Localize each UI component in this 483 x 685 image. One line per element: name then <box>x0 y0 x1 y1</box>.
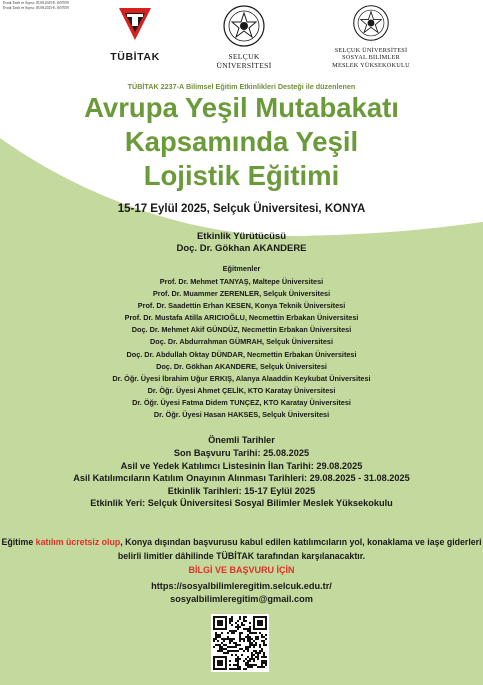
educator-item: Doç. Dr. Gökhan AKANDERE, Selçuk Üniversitesi <box>156 361 327 371</box>
educator-item: Doç. Dr. Abdullah Oktay DÜNDAR, Necmettin Erbakan Üniversitesi <box>126 349 357 359</box>
educator-item: Prof. Dr. Muammer ZERENLER, Selçuk Üniversitesi <box>152 289 331 299</box>
title-line-3: Lojistik Eğitimi <box>143 160 340 191</box>
ssb-seal-icon <box>352 4 390 42</box>
logo-row <box>0 4 483 74</box>
educator-item: Dr. Öğr. Üyesi Fatma Didem TUNÇEZ, KTO Karatay Üniversitesi <box>132 397 351 407</box>
apply-title: BİLGİ VE BAŞVURU İÇİN <box>188 565 295 575</box>
tubitak-emblem-icon <box>115 4 155 44</box>
stamp-line-1: Evrak Tarih ve Sayısı: 05.08.2025-E.1657059 <box>3 1 69 5</box>
event-title <box>0 91 483 193</box>
title-line-1: Avrupa Yeşil Mutabakatı <box>84 92 399 123</box>
date-item: Asil ve Yedek Katılımcı Listesinin İlan Tarihi: 29.08.2025 <box>120 460 363 471</box>
social-sciences-school-logo <box>322 4 420 69</box>
educator-item: Dr. Öğr. Üyesi Ahmet ÇELİK, KTO Karatay Üniversitesi <box>147 385 336 395</box>
educator-item: Dr. Öğr. Üyesi İbrahim Uğur ERKIŞ, Alanya Alaaddin Keykubat Üniversitesi <box>112 373 371 383</box>
educator-item: Prof. Dr. Mustafa Atilla ARICIOĞLU, Necmettin Erbakan Üniversitesi <box>124 313 359 323</box>
educator-item: Prof. Dr. Mehmet TANYAŞ, Maltepe Üniversitesi <box>159 277 324 286</box>
ssb-logo-line-2: SOSYAL BİLİMLER <box>342 54 400 62</box>
selcuk-logo-line-1: SELÇUK <box>228 52 260 61</box>
title-line-2: Kapsamında Yeşil <box>124 126 359 157</box>
educators-title: Eğitmenler <box>222 264 261 273</box>
support-text: TÜBİTAK 2237-A Bilimsel Eğitim Etkinlikleri Desteği ile düzenlenen <box>127 82 356 91</box>
date-item: Etkinlik Tarihleri: 15-17 Eylül 2025 <box>167 485 316 496</box>
qr-code[interactable] <box>211 614 269 672</box>
educator-item: Doç. Dr. Abdurrahman GÜMRAH, Selçuk Üniversitesi <box>149 337 333 347</box>
date-item: Etkinlik Yeri: Selçuk Üniversitesi Sosyal Bilimler Meslek Yüksekokulu <box>90 498 393 508</box>
ssb-logo-line-3: MESLEK YÜKSEKOKULU <box>332 61 410 69</box>
educator-item: Dr. Öğr. Üyesi Hasan HAKSES, Selçuk Üniversitesi <box>153 410 330 420</box>
free-participation-highlight: katılım ücretsiz olup <box>35 537 121 547</box>
tubitak-logo-text: TÜBİTAK <box>110 51 160 63</box>
date-item: Asil Katılımcıların Katılım Onayının Alınması Tarihleri: 29.08.2025 - 31.08.2025 <box>73 473 410 483</box>
executive-name: Doç. Dr. Gökhan AKANDERE <box>176 243 307 254</box>
important-dates-list <box>0 447 483 510</box>
executive-label: Etkinlik Yürütücüsü <box>196 231 287 242</box>
apply-email-link[interactable]: sosyalbilimleregitim@gmail.com <box>170 594 313 604</box>
selcuk-seal-icon <box>222 4 266 48</box>
info-prefix: Eğitime <box>1 537 36 547</box>
apply-contacts <box>0 580 483 606</box>
important-dates-title: Önemli Tarihler <box>208 435 275 445</box>
selcuk-university-logo <box>214 4 274 70</box>
apply-url-link[interactable]: https://sosyalbilimleregitim.selcuk.edu.tr/ <box>151 581 332 591</box>
participation-info <box>0 536 483 563</box>
ssb-logo-line-1: SELÇUK ÜNİVERSİTESİ <box>334 47 408 54</box>
educator-item: Doç. Dr. Mehmet Akif GÜNDÜZ, Necmettin Erbakan Üniversitesi <box>131 325 352 335</box>
date-item: Son Başvuru Tarihi: 25.08.2025 <box>173 448 310 458</box>
selcuk-logo-line-2: ÜNİVERSİTESİ <box>216 60 272 70</box>
info-rest: , Konya dışından başvurusu kabul edilen katılımcıların yol, konaklama ve iaşe giderleri belirli limitler dâhilinde TÜBİTAK tarafından karşılanacaktır. <box>117 537 482 561</box>
date-location: 15-17 Eylül 2025, Selçuk Üniversitesi, KONYA <box>117 203 366 215</box>
tubitak-logo <box>108 4 162 63</box>
educator-item: Prof. Dr. Saadettin Erhan KESEN, Konya Teknik Üniversitesi <box>137 301 346 311</box>
stamp-line-2: Evrak Tarih ve Sayısı: 05.08.2025-E.1657059 <box>3 6 69 10</box>
educators-list <box>0 276 483 421</box>
